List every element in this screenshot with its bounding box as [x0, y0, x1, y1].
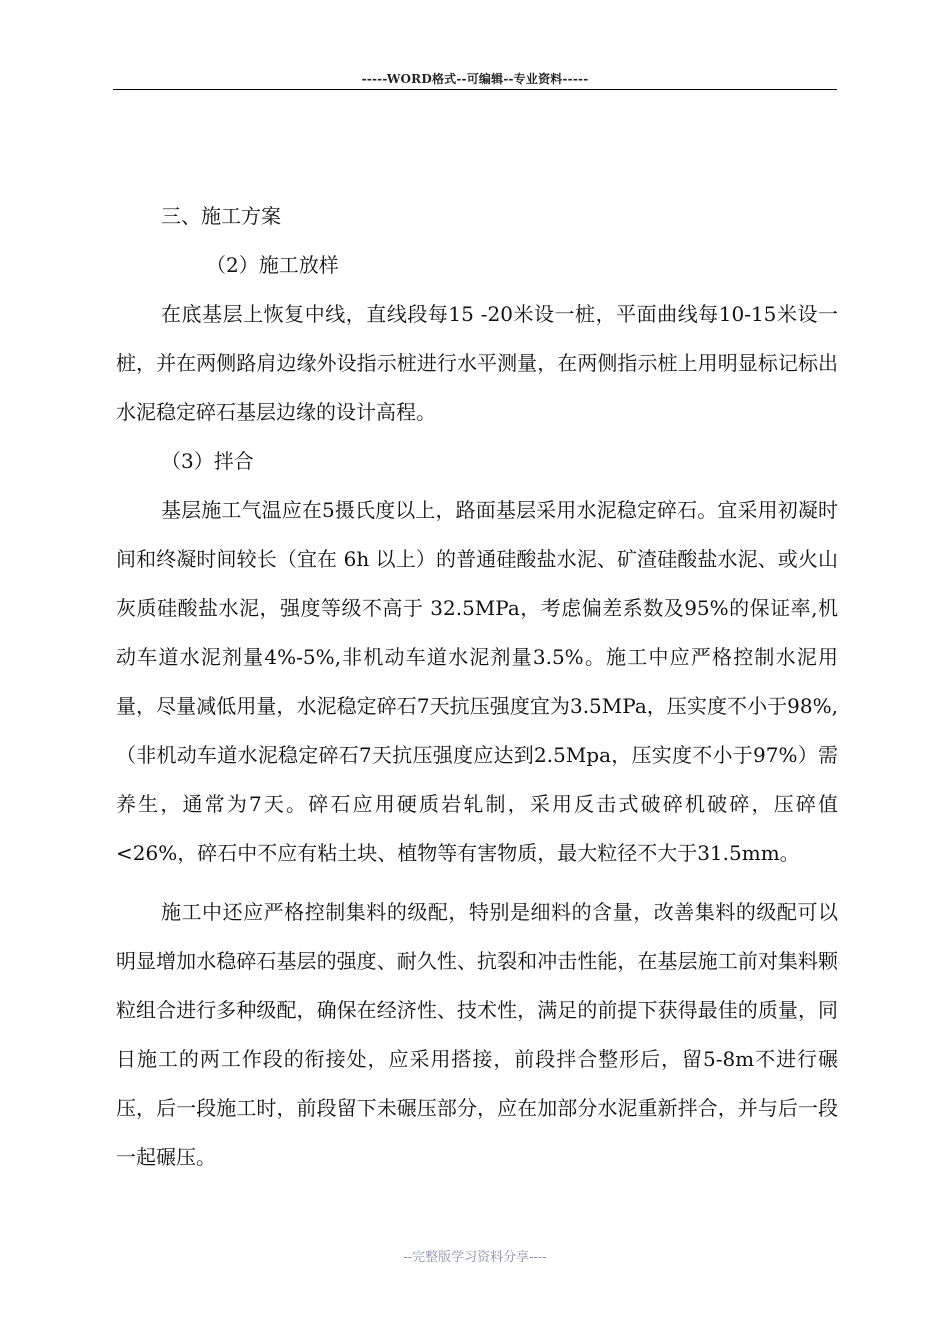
page-footer: --完整版学习资料分享----: [403, 1250, 547, 1265]
subsection-title-mixing: （3）拌合: [161, 449, 254, 473]
paragraph-gradation-control: 施工中还应严格控制集料的级配，特别是细料的含量，改善集料的级配可以明显增加水稳碎石基层的强度、耐久性、抗裂和冲击性能，在基层施工前对集料颗粒组合进行多种级配，确保在经济性、技术性，满足的前提下获得最佳的质量，同日施工的两工作段的衔接处，应采用搭接，前段拌合整形后，留5-8m不进行碾压，后一段施工时，前段留下未碾压部分，应在加部分水泥重新拌合，并与后一段一起碾压。: [116, 900, 838, 1169]
paragraph-layout: 在底基层上恢复中线，直线段每15 -20米设一桩，平面曲线每10-15米设一桩，并在两侧路肩边缘外设指示桩进行水平测量，在两侧指示桩上用明显标记标出水泥稳定碎石基层边缘的设计高程。: [116, 302, 838, 424]
subsection-title-layout: （2）施工放样: [206, 253, 339, 277]
header-divider: [113, 89, 837, 90]
page-header: -----WORD格式--可编辑--专业资料-----: [361, 72, 589, 86]
section-title: 三、施工方案: [161, 204, 281, 228]
paragraph-mixing-requirements: 基层施工气温应在5摄氏度以上，路面基层采用水泥稳定碎石。宜采用初凝时间和终凝时间较长（宜在 6h 以上）的普通硅酸盐水泥、矿渣硅酸盐水泥、或火山灰质硅酸盐水泥，强度等级不高于 32.5MPa，考虑偏差系数及95%的保证率,机动车道水泥剂量4%-5%,非机动车道水泥剂量3.5%。施工中应严格控制水泥用量，尽量减低用量，水泥稳定碎石7天抗压强度宜为3.5MPa，压实度不小于98%,（非机动车道水泥稳定碎石7天抗压强度应达到2.5Mpa，压实度不小于97%）需养生，通常为7天。碎石应用硬质岩轧制，采用反击式破碎机破碎，压碎值<26%，碎石中不应有粘土块、植物等有害物质，最大粒径不大于31.5mm。: [116, 498, 838, 865]
document-body: [116, 192, 838, 1182]
